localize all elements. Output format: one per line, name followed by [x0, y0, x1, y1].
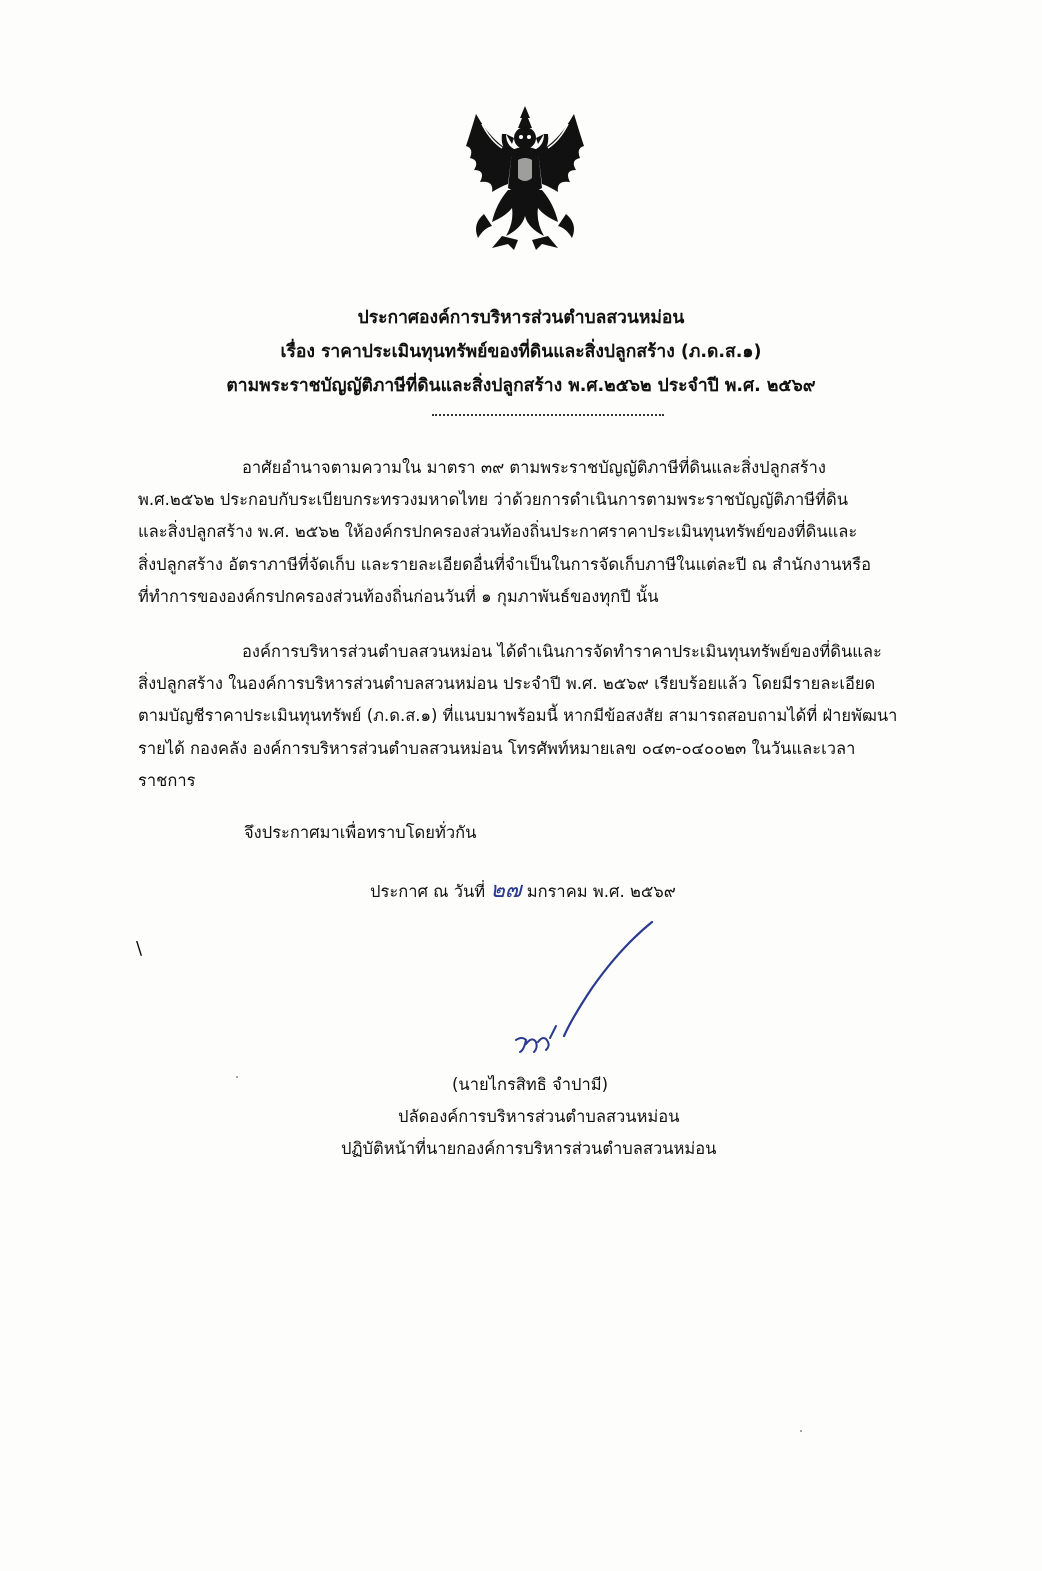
- announcement-reference: ตามพระราชบัญญัติภาษีที่ดินและสิ่งปลูกสร้าง พ.ศ.๒๕๖๒ ประจำปี พ.ศ. ๒๕๖๙: [226, 376, 816, 396]
- paragraph-details: [138, 636, 930, 797]
- handwritten-signature: [510, 918, 670, 1068]
- paragraph-line: ที่ทำการขององค์กรปกครองส่วนท้องถิ่นก่อนวันที่ ๑ กุมภาพันธ์ของทุกปี นั้น: [138, 586, 659, 606]
- announcement-date: [370, 872, 676, 907]
- signatory-position: ปลัดองค์การบริหารส่วนตำบลสวนหม่อน: [398, 1107, 680, 1126]
- announcement-subject: เรื่อง ราคาประเมินทุนทรัพย์ของที่ดินและสิ่งปลูกสร้าง (ภ.ด.ส.๑): [280, 342, 762, 362]
- paragraph-line: ตามบัญชีราคาประเมินทุนทรัพย์ (ภ.ด.ส.๑) ที่แนบมาพร้อมนี้ หากมีข้อสงสัย สามารถสอบถามได้ที่ ฝ่ายพัฒนา: [138, 706, 898, 726]
- header-divider: [432, 414, 664, 416]
- paragraph-line: สิ่งปลูกสร้าง ในองค์การบริหารส่วนตำบลสวนหม่อน ประจำปี พ.ศ. ๒๕๖๙ เรียบร้อยแล้ว โดยมีรายละเอียด: [138, 674, 876, 694]
- date-day-handwritten: ๒๗: [490, 878, 522, 903]
- paper-speck: [236, 1076, 238, 1078]
- paragraph-line: สิ่งปลูกสร้าง อัตราภาษีที่จัดเก็บ และรายละเอียดอื่นที่จำเป็นในการจัดเก็บภาษีในแต่ละปี ณ สำนักงานหรือ: [138, 554, 872, 574]
- paper-speck: [800, 1430, 802, 1432]
- paragraph-line: องค์การบริหารส่วนตำบลสวนหม่อน ได้ดำเนินการจัดทำราคาประเมินทุนทรัพย์ของที่ดินและ: [242, 642, 882, 661]
- paragraph-line: พ.ศ.๒๕๖๒ ประกอบกับระเบียบกระทรวงมหาดไทย ว่าด้วยการดำเนินการตามพระราชบัญญัติภาษีที่ดิน: [138, 490, 848, 510]
- closing-statement: จึงประกาศมาเพื่อทราบโดยทั่วกัน: [244, 823, 477, 842]
- announcement-title: ประกาศองค์การบริหารส่วนตำบลสวนหม่อน: [357, 308, 685, 328]
- signatory-name: (นายไกรสิทธิ จำปามี): [452, 1075, 609, 1094]
- signatory-acting-position: ปฏิบัติหน้าที่นายกองค์การบริหารส่วนตำบลสวนหม่อน: [341, 1139, 717, 1158]
- paragraph-line: ราชการ: [138, 770, 196, 790]
- paragraph-line: และสิ่งปลูกสร้าง พ.ศ. ๒๕๖๒ ให้องค์กรปกครองส่วนท้องถิ่นประกาศราคาประเมินทุนทรัพย์ของที่ดินและ: [138, 522, 858, 542]
- margin-mark: \: [136, 938, 143, 959]
- paragraph-line: รายได้ กองคลัง องค์การบริหารส่วนตำบลสวนหม่อน โทรศัพท์หมายเลข ๐๔๓-๐๔๐๐๒๓ ในวันและเวลา: [138, 738, 856, 758]
- paragraph-line: อาศัยอำนาจตามความใน มาตรา ๓๙ ตามพระราชบัญญัติภาษีที่ดินและสิ่งปลูกสร้าง: [242, 458, 826, 477]
- date-prefix: ประกาศ ณ วันที่: [370, 882, 486, 901]
- date-suffix: มกราคม พ.ศ. ๒๕๖๙: [526, 882, 676, 901]
- paragraph-authority: [138, 452, 930, 613]
- garuda-emblem-icon: [462, 104, 588, 252]
